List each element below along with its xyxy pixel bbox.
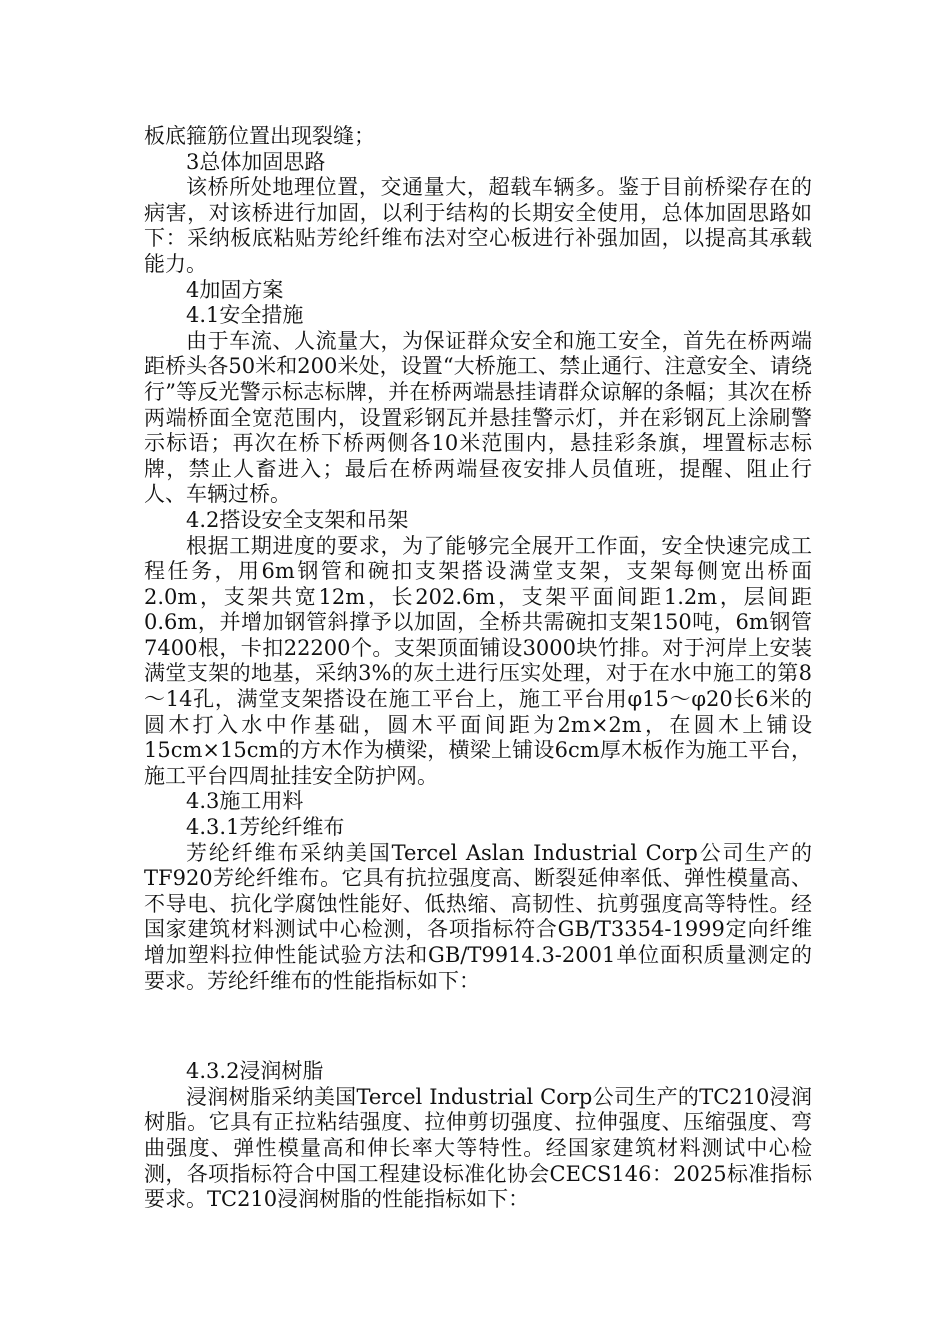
section-heading-4-3: 4.3施工用料 bbox=[186, 789, 304, 814]
section-heading-3: 3总体加固思路 bbox=[186, 149, 326, 174]
blank-gap bbox=[144, 994, 812, 1059]
section-heading-4-2: 4.2搭设安全支架和吊架 bbox=[186, 507, 409, 532]
section-heading-4-3-1: 4.3.1芳纶纤维布 bbox=[186, 815, 345, 840]
section-heading-4-3-2: 4.3.2浸润树脂 bbox=[186, 1059, 324, 1084]
text-paragraph: 由于车流、人流量大，为保证群众安全和施工安全，首先在桥两端距桥头各50米和200米处，设置“大桥施工、禁止通行、注意安全、请绕行”等反光警示标志标牌，并在桥两端悬挂请群众谅解的条幅；其次在桥两端桥面全宽范围内，设置彩钢瓦并悬挂警示灯，并在彩钢瓦上涂刷警示标语；再次在桥下桥两侧各10米范围内，悬挂彩条旗，埋置标志标牌，禁止人畜进入；最后在桥两端昼夜安排人员值班，提醒、阻止行人、车辆过桥。 bbox=[144, 328, 812, 507]
text-paragraph: 芳纶纤维布采纳美国Tercel Aslan Industrial Corp公司生产的TF920芳纶纤维布。它具有抗拉强度高、断裂延伸率低、弹性模量高、不导电、抗化学腐蚀性能好、低热缩、高韧性、抗剪强度高等特性。经国家建筑材料测试中心检测，各项指标符合GB/T3354-1999定向纤维增加塑料拉伸性能试验方法和GB/T9914.3-2001单位面积质量测定的要求。芳纶纤维布的性能指标如下： bbox=[144, 840, 812, 993]
text-paragraph: 浸润树脂采纳美国Tercel Industrial Corp公司生产的TC210浸润树脂。它具有正拉粘结强度、拉伸剪切强度、拉伸强度、压缩强度、弯曲强度、弹性模量高和伸长率大等特性。经国家建筑材料测试中心检测，各项指标符合中国工程建设标准化协会CECS146：2025标准指标要求。TC210浸润树脂的性能指标如下： bbox=[144, 1084, 812, 1212]
section-heading-4-1: 4.1安全措施 bbox=[186, 303, 304, 328]
text-paragraph: 根据工期进度的要求，为了能够完全展开工作面，安全快速完成工程任务，用6m钢管和碗扣支架搭设满堂支架，支架每侧宽出桥面2.0m，支架共宽12m，长202.6m，支架平面间距1.2m，层间距0.6m，并增加钢管斜撑予以加固，全桥共需碗扣支架150吨，6m钢管7400根，卡扣22200个。支架顶面铺设3000块竹排。对于河岸上安装满堂支架的地基，采纳3%的灰土进行压实处理，对于在水中施工的第8～14孔，满堂支架搭设在施工平台上，施工平台用φ15～φ20长6米的圆木打入水中作基础，圆木平面间距为2m×2m，在圆木上铺设15cm×15cm的方木作为横梁，横梁上铺设6cm厚木板作为施工平台，施工平台四周扯挂安全防护网。 bbox=[144, 533, 812, 788]
text-paragraph: 板底箍筋位置出现裂缝； bbox=[144, 124, 375, 148]
section-heading-4: 4加固方案 bbox=[186, 277, 284, 302]
text-paragraph: 该桥所处地理位置，交通量大，超载车辆多。鉴于目前桥梁存在的病害，对该桥进行加固，以利于结构的长期安全使用，总体加固思路如下：采纳板底粘贴芳纶纤维布法对空心板进行补强加固，以提高其承载能力。 bbox=[144, 175, 812, 276]
document-body bbox=[144, 124, 812, 1213]
